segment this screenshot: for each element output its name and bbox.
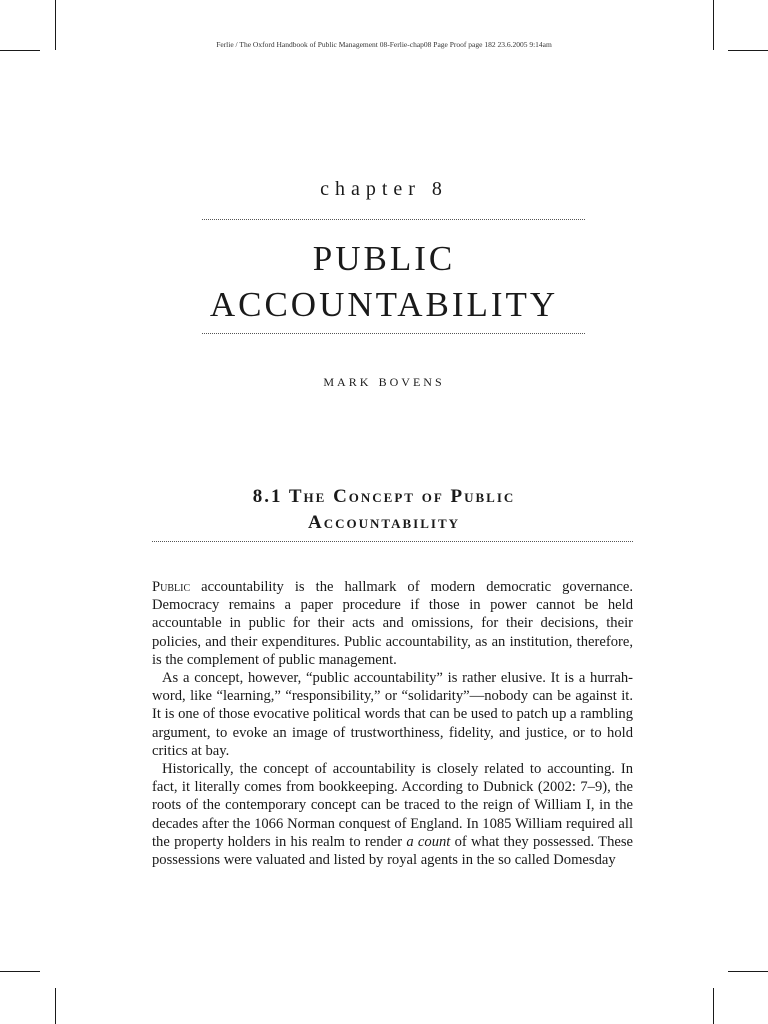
crop-mark-top-right-horizontal <box>728 50 768 51</box>
paragraph-1-lead: Public <box>152 579 191 595</box>
crop-mark-top-left-horizontal <box>0 50 40 51</box>
chapter-rule-top <box>202 219 585 220</box>
crop-mark-bottom-left-horizontal <box>0 971 40 972</box>
chapter-title-line-2: ACCOUNTABILITY <box>209 285 559 324</box>
chapter-rule-bottom <box>202 333 585 334</box>
paragraph-3 <box>152 760 633 869</box>
chapter-title <box>0 236 768 328</box>
section-heading-line-1: 8.1 The Concept of Public <box>252 486 516 507</box>
paragraph-3-text-a: Historically, the concept of accountability is closely related to accounting. In fact, it literally comes from bookkeeping. According to Dubnick (2002: 7–9), the roots of the contemporary concept can be traced to the reign of William I, in the decades after the 1066 Norman conquest of England. In 1085 William required all the property holders in his realm to render <box>152 761 633 850</box>
crop-mark-bottom-right-vertical <box>713 988 714 1024</box>
paragraph-1-text: accountability is the hallmark of modern democratic governance. Democracy remains a paper procedure if those in power cannot be held accountable in public for their acts and omissions, for their decisions, their policies, and their expenditures. Public accountability, as an institution, therefore, is the complement of public management. <box>152 579 633 668</box>
body-text <box>152 578 633 869</box>
section-heading <box>0 484 768 536</box>
crop-mark-bottom-right-horizontal <box>728 971 768 972</box>
paragraph-3-italic: a count <box>406 833 451 850</box>
paragraph-1 <box>152 578 633 669</box>
author-name: mark bovens <box>323 371 445 390</box>
chapter-label: chapter 8 <box>320 178 448 200</box>
running-head: Ferlie / The Oxford Handbook of Public Management 08-Ferlie-chap08 Page Proof page 182 23.6.2005 9:14am <box>216 40 552 49</box>
paragraph-3-text-b: of what they possessed. These possessions were valuated and listed by royal agents in the so called Domesday <box>152 833 634 869</box>
crop-mark-bottom-left-vertical <box>55 988 56 1024</box>
chapter-title-line-1: PUBLIC <box>312 239 456 278</box>
paragraph-2: As a concept, however, “public accountability” is rather elusive. It is a hurrah-word, like “learning,” “responsibility,” or “solidarity”—nobody can be against it. It is one of those evocative political words that can be used to patch up a rambling argument, to evoke an image of trustworthiness, fidelity, and justice, or to hold critics at bay. <box>152 670 633 759</box>
section-heading-line-2: Accountability <box>308 512 460 533</box>
section-rule <box>152 541 633 542</box>
